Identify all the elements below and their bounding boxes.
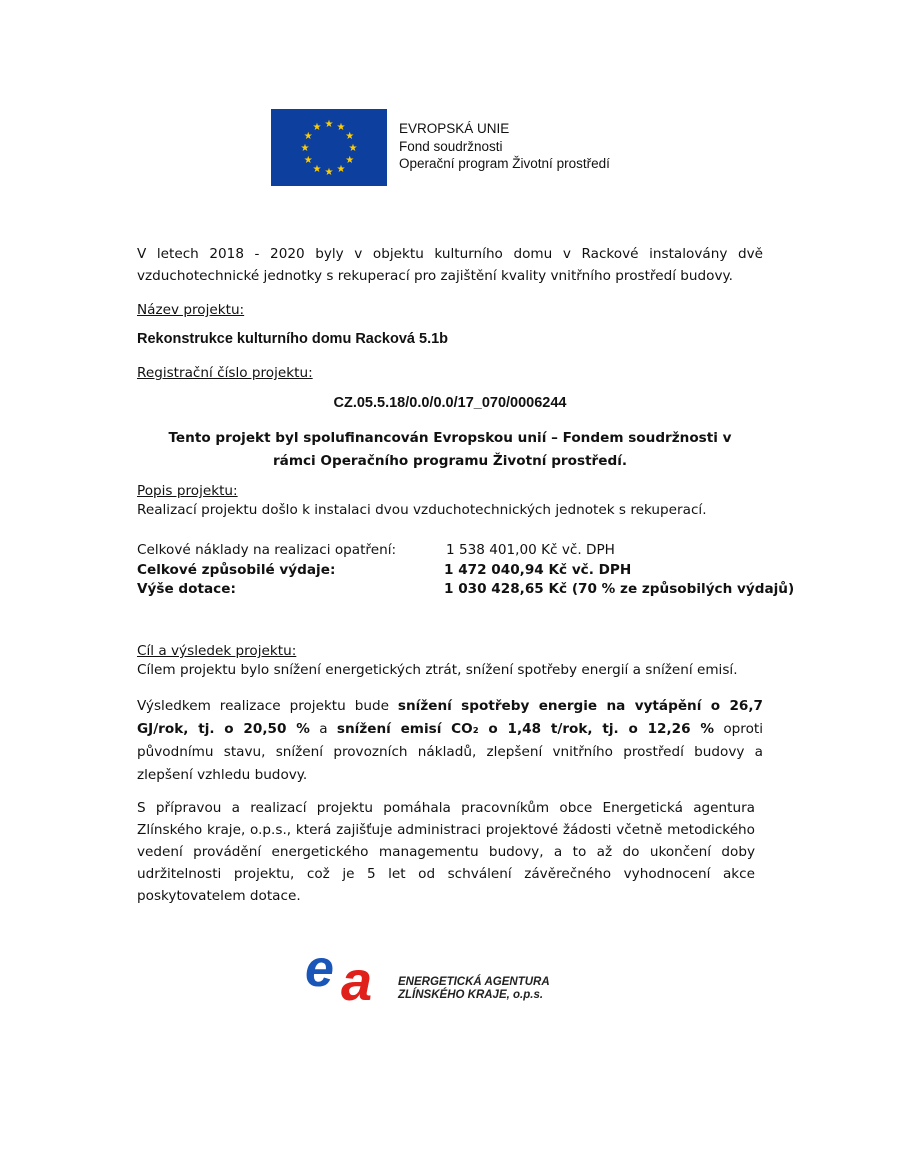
- agency-name-line-2: ZLÍNSKÉHO KRAJE, o.p.s.: [398, 989, 544, 1001]
- result-bold-energy: snížení spotřeby energie na vytápění o 26,7 GJ/rok, tj. o 20,50 %: [137, 698, 763, 737]
- description-label: Popis projektu:: [137, 483, 238, 499]
- cost-total-label: Celkové náklady na realizaci opatření:: [137, 542, 397, 558]
- energy-agency-name: [398, 976, 550, 1002]
- eu-header-text: [399, 120, 610, 173]
- eu-star-icon: ★: [324, 119, 334, 130]
- goal-text: Cílem projektu bylo snížení energetických ztrát, snížení spotřeby energií a snížení emisí.: [137, 662, 738, 678]
- cofinancing-statement: Tento projekt byl spolufinancován Evropskou unií – Fondem soudržnosti v rámci Operačního programu Životní prostředí.: [168, 430, 732, 469]
- intro-paragraph: V letech 2018 - 2020 byly v objektu kulturního domu v Rackové instalovány dvě vzduchotechnické jednotky s rekuperací pro zajištění kvality vnitřního prostředí budovy.: [137, 246, 763, 284]
- eu-star-icon: ★: [303, 131, 313, 142]
- eu-star-icon: ★: [336, 163, 346, 175]
- energy-agency-logo: [305, 948, 395, 1004]
- cost-row-eligible: [137, 562, 777, 582]
- result-text-3: oproti původnímu stavu, snížení provozních nákladů, zlepšení vnitřního prostředí budovy a zlepšení vzhledu budovy.: [137, 721, 763, 783]
- cost-row-subsidy: [137, 581, 795, 601]
- eu-star-icon: ★: [345, 155, 355, 166]
- registration-label: Registrační číslo projektu:: [137, 365, 313, 381]
- result-text-2: a: [309, 721, 337, 737]
- eu-star-icon: ★: [348, 143, 358, 154]
- cost-total-value: 1 538 401,00 Kč vč. DPH: [446, 542, 615, 558]
- project-name: Rekonstrukce kulturního domu Racková 5.1b: [137, 331, 449, 347]
- eu-star-icon: ★: [312, 122, 322, 134]
- cost-eligible-label: Celkové způsobilé výdaje:: [137, 562, 336, 578]
- cost-subsidy-value: 1 030 428,65 Kč (70 % ze způsobilých výdajů): [444, 581, 795, 597]
- agency-paragraph: S přípravou a realizací projektu pomáhala pracovníkům obce Energetická agentura Zlínského kraje, o.p.s., která zajišťuje administraci projektové žádosti včetně metodického vedení provádění energetického managementu budovy, a to až do ukončení doby udržitelnosti projektu, což je 5 let od schválení závěrečného vyhodnocení akce poskytovatelem dotace.: [137, 800, 755, 904]
- eu-star-icon: ★: [345, 131, 355, 142]
- result-bold-emissions: snížení emisí CO₂ o 1,48 t/rok, tj. o 12,26 %: [336, 721, 714, 737]
- eu-star-icon: ★: [303, 155, 313, 166]
- cost-eligible-value: 1 472 040,94 Kč vč. DPH: [444, 562, 632, 578]
- eu-flag-logo: [271, 109, 387, 186]
- eu-star-icon: ★: [324, 167, 334, 178]
- cost-row-total: [137, 542, 777, 562]
- registration-number: CZ.05.5.18/0.0/0.0/17_070/0006244: [333, 395, 567, 411]
- eu-star-icon: ★: [312, 163, 322, 175]
- eu-star-icon: ★: [336, 122, 346, 134]
- result-paragraph: [137, 695, 763, 787]
- description-text: Realizací projektu došlo k instalaci dvou vzduchotechnických jednotek s rekuperací.: [137, 502, 707, 518]
- logo-letter-e: e: [305, 948, 334, 998]
- eu-line-1: EVROPSKÁ UNIE: [399, 121, 510, 136]
- agency-name-line-1: ENERGETICKÁ AGENTURA: [398, 976, 550, 988]
- logo-letter-a: a: [341, 949, 373, 1004]
- project-name-label: Název projektu:: [137, 302, 245, 318]
- result-text-1: Výsledkem realizace projektu bude: [137, 698, 398, 714]
- goal-label: Cíl a výsledek projektu:: [137, 643, 297, 659]
- cost-subsidy-label: Výše dotace:: [137, 581, 236, 597]
- eu-line-2: Fond soudržnosti: [399, 138, 503, 154]
- eu-line-3: Operační program Životní prostředí: [399, 156, 610, 171]
- eu-star-icon: ★: [300, 143, 310, 154]
